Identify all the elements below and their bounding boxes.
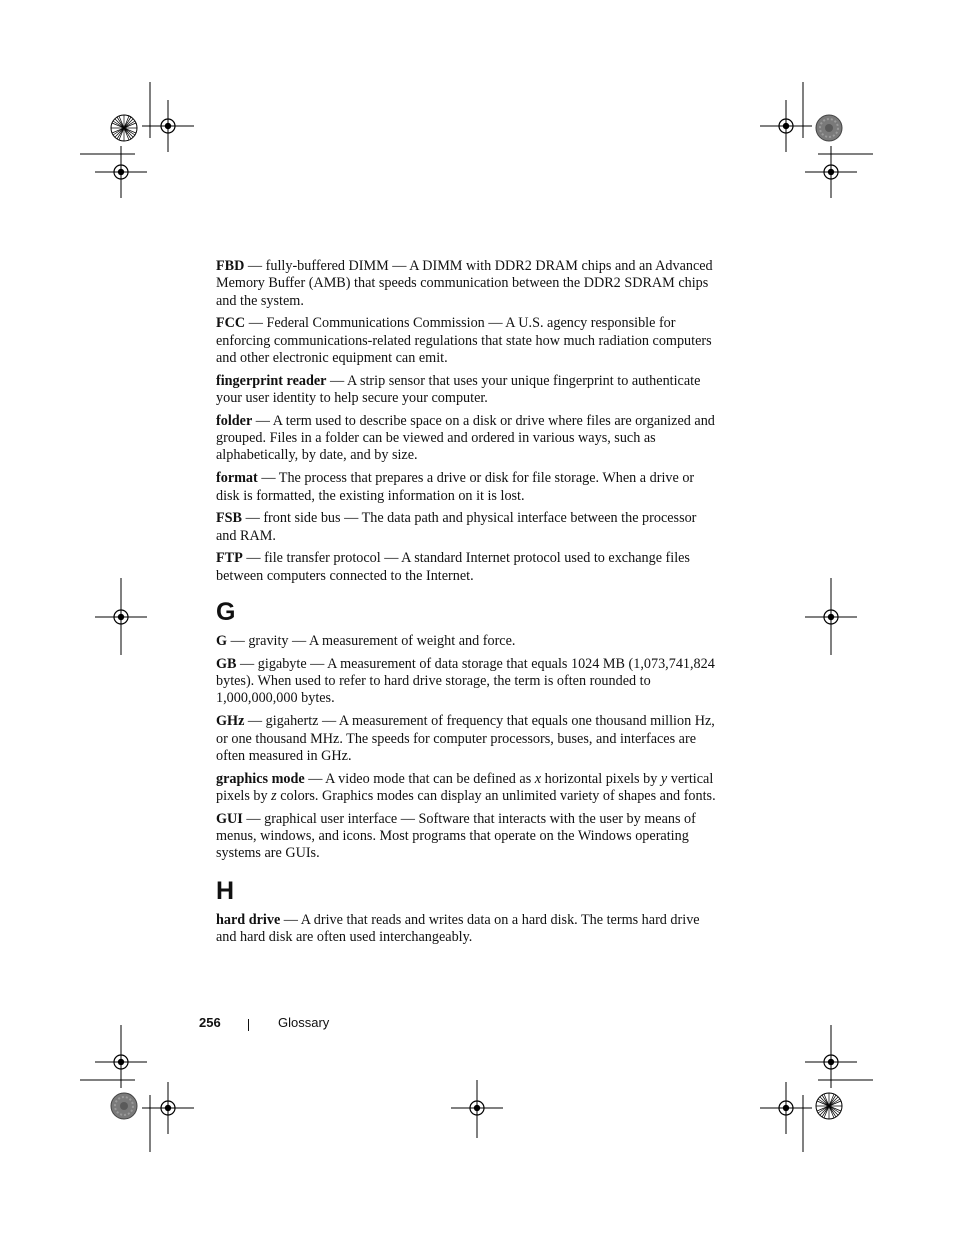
glossary-entry-fbd bbox=[216, 258, 716, 310]
entries-f bbox=[216, 258, 716, 585]
variable-z: z bbox=[271, 787, 277, 804]
glossary-entry-graphics-mode bbox=[216, 771, 716, 806]
glossary-entry-fingerprint-reader bbox=[216, 373, 716, 408]
entry-definition: — file transfer protocol — A standard Internet protocol used to exchange files between computers connected to the Internet. bbox=[216, 550, 690, 584]
entry-term: format bbox=[216, 470, 258, 487]
entry-term: folder bbox=[216, 412, 253, 429]
entry-definition: — front side bus — The data path and physical interface between the processor and RAM. bbox=[216, 510, 697, 544]
glossary-entry-gui bbox=[216, 811, 716, 863]
entry-term: FTP bbox=[216, 550, 243, 567]
entry-definition: — fully-buffered DIMM — A DIMM with DDR2 DRAM chips and an Advanced Memory Buffer (AMB) that speeds communication between the DDR2 SDRAM chips and the system. bbox=[216, 258, 713, 309]
variable-x: x bbox=[534, 770, 542, 787]
glossary-entry-fcc bbox=[216, 315, 716, 367]
section-heading-h: H bbox=[216, 876, 235, 905]
glossary-entry-ftp bbox=[216, 550, 716, 585]
entry-definition-part: vertical pixels by bbox=[216, 770, 714, 804]
footer-divider bbox=[248, 1019, 249, 1031]
entry-definition-part: horizontal pixels by bbox=[541, 770, 661, 787]
entries-g bbox=[216, 633, 716, 863]
glossary-entry-hard-drive bbox=[216, 912, 716, 947]
entry-term: FBD bbox=[216, 258, 245, 274]
glossary-content bbox=[216, 258, 716, 952]
entry-term: G bbox=[216, 633, 228, 650]
glossary-entry-folder bbox=[216, 413, 716, 465]
footer-section-title: Glossary bbox=[278, 1015, 330, 1030]
variable-y: y bbox=[660, 770, 668, 787]
entry-definition-part: — A video mode that can be defined as bbox=[304, 770, 535, 787]
entry-definition: — A drive that reads and writes data on a hard disk. The terms hard drive and hard disk are often used interchangeably. bbox=[216, 911, 700, 945]
entry-definition: — gigabyte — A measurement of data storage that equals 1024 MB (1,073,741,824 bytes). When used to refer to hard drive storage, the term is often rounded to 1,000,000,000 bytes. bbox=[216, 655, 715, 707]
glossary-entry-fsb bbox=[216, 510, 716, 545]
entry-definition: — gigahertz — A measurement of frequency that equals one thousand million Hz, or one thousand MHz. The speeds for computer processors, buses, and interfaces are often measured in GHz. bbox=[216, 713, 715, 764]
entry-term: FCC bbox=[216, 315, 246, 332]
glossary-entry-gb bbox=[216, 656, 716, 708]
glossary-entry-g bbox=[216, 633, 716, 650]
section-heading-g: G bbox=[216, 598, 236, 627]
entry-term: GB bbox=[216, 655, 237, 672]
entry-term: graphics mode bbox=[216, 770, 305, 787]
entry-definition: — The process that prepares a drive or disk for file storage. When a drive or disk is formatted, the existing information on it is lost. bbox=[216, 470, 695, 504]
entry-term: GUI bbox=[216, 810, 243, 827]
entry-term: FSB bbox=[216, 510, 243, 527]
entries-h bbox=[216, 912, 716, 947]
entry-definition: — Federal Communications Commission — A U.S. agency responsible for enforcing communications-related regulations that state how much radiation computers and other electronic equipment can emit. bbox=[216, 315, 712, 366]
glossary-entry-format bbox=[216, 470, 716, 505]
entry-definition-part: colors. Graphics modes can display an unlimited variety of shapes and fonts. bbox=[276, 787, 716, 804]
entry-term: GHz bbox=[216, 713, 245, 730]
glossary-entry-ghz bbox=[216, 713, 716, 765]
entry-term: hard drive bbox=[216, 911, 281, 928]
entry-definition: — graphical user interface — Software that interacts with the user by means of menus, windows, and icons. Most programs that operate on the Windows operating systems are GUIs. bbox=[216, 810, 696, 862]
entry-definition: — A term used to describe space on a disk or drive where files are organized and grouped. Files in a folder can be viewed and ordered in various ways, such as alphabetically, by date, and by size. bbox=[216, 412, 715, 464]
entry-definition: — gravity — A measurement of weight and force. bbox=[227, 633, 516, 650]
entry-definition: — A strip sensor that uses your unique fingerprint to authenticate your user identity to help secure your computer. bbox=[216, 372, 701, 407]
page-number: 256 bbox=[199, 1015, 221, 1030]
entry-term: fingerprint reader bbox=[216, 372, 327, 389]
